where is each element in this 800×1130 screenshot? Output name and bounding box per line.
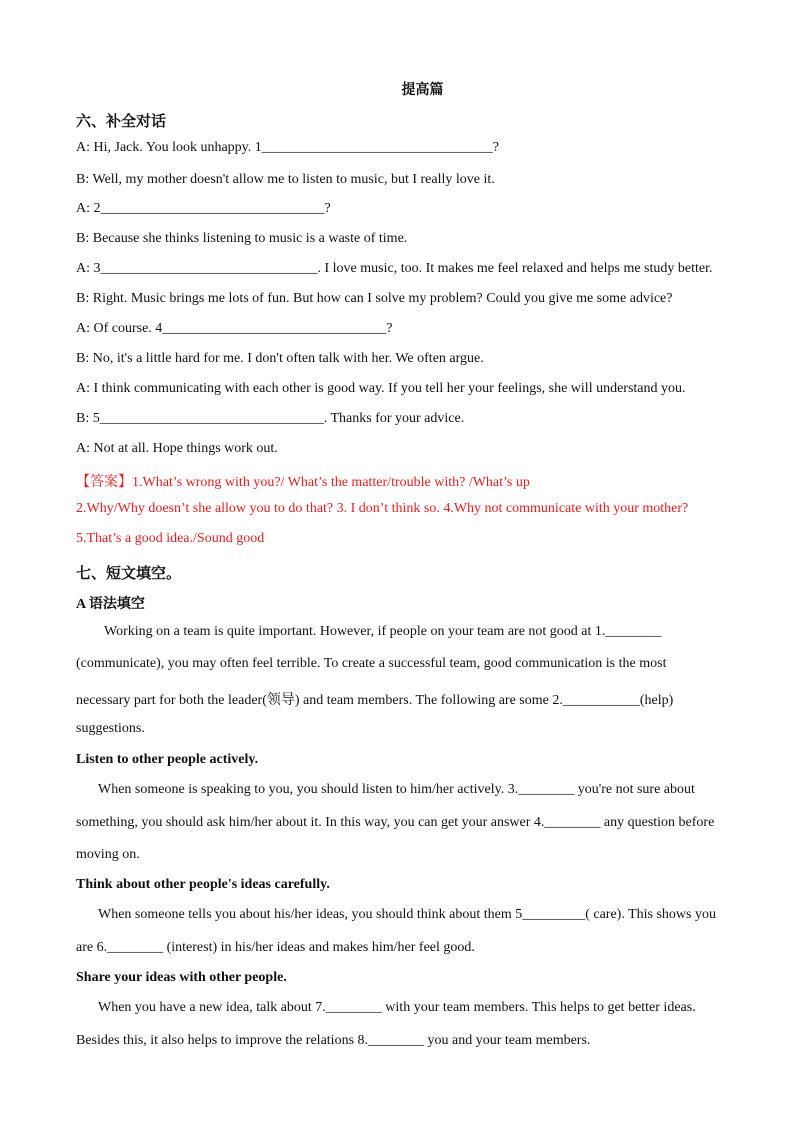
dialogue-line: B: Well, my mother doesn't allow me to listen to music, but I really love it. bbox=[76, 172, 495, 187]
dialogue-line: B: 5________________________________. Thanks for your advice. bbox=[76, 411, 465, 426]
dialogue-line: A: Hi, Jack. You look unhappy. 1_________________________________? bbox=[76, 140, 499, 155]
block-title-listen: Listen to other people actively. bbox=[76, 752, 259, 767]
dialogue-line: A: Not at all. Hope things work out. bbox=[76, 441, 278, 456]
answer-line: 5.That’s a good idea./Sound good bbox=[76, 531, 265, 546]
section-7-subheading: A 语法填空 bbox=[76, 597, 145, 612]
passage-line: necessary part for both the leader(领导) and team members. The following are some 2.___________(help) bbox=[76, 693, 674, 708]
passage-line: suggestions. bbox=[76, 721, 145, 736]
page-title: 提高篇 bbox=[401, 83, 444, 98]
passage-line: moving on. bbox=[76, 847, 140, 862]
answer-line: 【答案】1.What’s wrong with you?/ What’s the matter/trouble with? /What’s up bbox=[76, 475, 530, 490]
dialogue-line: A: 2________________________________? bbox=[76, 201, 331, 216]
dialogue-line: A: I think communicating with each other is good way. If you tell her your feelings, she will understand you. bbox=[76, 381, 686, 396]
passage-line: Working on a team is quite important. However, if people on your team are not good at 1.________ bbox=[104, 624, 662, 639]
passage-line: When you have a new idea, talk about 7.________ with your team members. This helps to get better ideas. bbox=[98, 1000, 696, 1015]
section-7-heading: 七、短文填空。 bbox=[76, 566, 182, 582]
answer-line: 2.Why/Why doesn’t she allow you to do that? 3. I don’t think so. 4.Why not communicate with your mother? bbox=[76, 501, 689, 516]
block-title-think: Think about other people's ideas carefully. bbox=[76, 877, 330, 892]
dialogue-line: A: Of course. 4________________________________? bbox=[76, 321, 393, 336]
dialogue-line: B: No, it's a little hard for me. I don't often talk with her. We often argue. bbox=[76, 351, 484, 366]
dialogue-line: B: Right. Music brings me lots of fun. But how can I solve my problem? Could you give me some advice? bbox=[76, 291, 673, 306]
passage-line: (communicate), you may often feel terrible. To create a successful team, good communication is the most bbox=[76, 656, 667, 671]
passage-line: When someone tells you about his/her ideas, you should think about them 5_________( care). This shows you bbox=[98, 907, 716, 922]
dialogue-line: B: Because she thinks listening to music is a waste of time. bbox=[76, 231, 408, 246]
block-title-share: Share your ideas with other people. bbox=[76, 970, 287, 985]
passage-line: Besides this, it also helps to improve the relations 8.________ you and your team members. bbox=[76, 1033, 591, 1048]
dialogue-line: A: 3_______________________________. I love music, too. It makes me feel relaxed and helps me study better. bbox=[76, 261, 713, 276]
section-6-heading: 六、补全对话 bbox=[76, 114, 167, 130]
passage-line: something, you should ask him/her about it. In this way, you can get your answer 4.________ any question before bbox=[76, 815, 715, 830]
passage-line: When someone is speaking to you, you should listen to him/her actively. 3.________ you're not sure about bbox=[98, 782, 695, 797]
passage-line: are 6.________ (interest) in his/her ideas and makes him/her feel good. bbox=[76, 940, 475, 955]
